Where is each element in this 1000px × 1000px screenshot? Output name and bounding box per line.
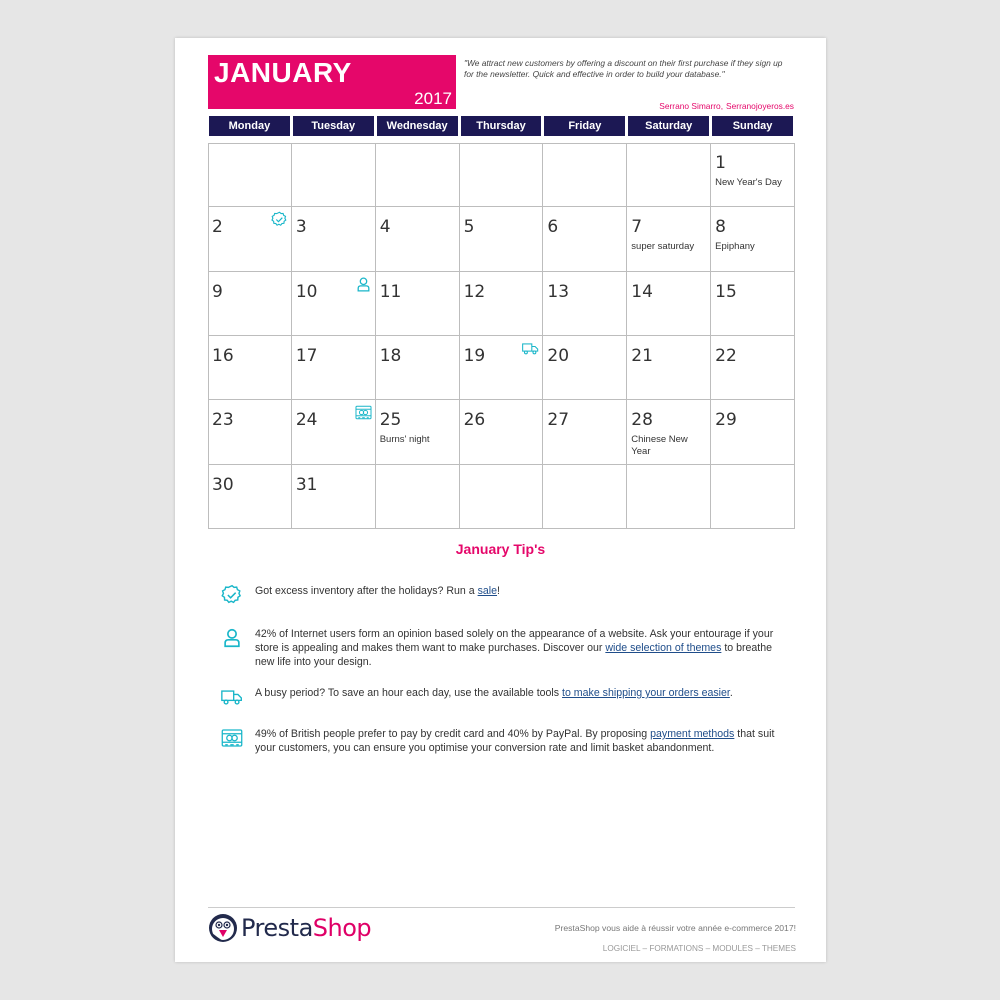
day-event: New Year's Day: [715, 177, 782, 188]
day-number: 19: [463, 346, 486, 366]
tip-text-before: Got excess inventory after the holidays? Run a: [255, 585, 478, 597]
tip-text-after: to breathe new life into your design.: [255, 642, 773, 668]
badge-check-icon: [221, 584, 243, 606]
tip-text: [255, 686, 790, 700]
day-number: 25: [379, 410, 402, 431]
puffin-logo-icon: [208, 913, 238, 943]
day-event: super saturday: [631, 241, 695, 253]
day-number: 12: [463, 281, 486, 302]
day-number: 22: [715, 346, 737, 366]
tip-link[interactable]: payment methods: [650, 728, 735, 740]
day-number: 16: [212, 346, 234, 366]
tip-text-before: 42% of Internet users form an opinion based solely on the appearance of a website. Ask your entourage if your store is appealing and makes them want to make purchases. Discover our: [255, 628, 774, 654]
day-number: 26: [463, 410, 486, 431]
weekday-tuesday: Tuesday: [293, 116, 374, 136]
day-number: 11: [379, 281, 402, 302]
calendar-day-4: [376, 207, 460, 271]
calendar-day-24: [292, 400, 376, 464]
day-number: 13: [547, 281, 570, 302]
testimonial-quote: "We attract new customers by offering a discount on their first purchase if they sign up for the newsletter. Quick and effective in order to build your database.": [464, 58, 783, 79]
footer-links: LOGICIEL – FORMATIONS – MODULES – THEMES: [602, 944, 796, 953]
calendar-day-29: [711, 400, 795, 464]
day-number: 1: [715, 153, 726, 173]
calendar-day-11: [376, 272, 460, 336]
weekday-sunday: Sunday: [712, 116, 793, 136]
tip-text: [255, 584, 790, 598]
calendar-empty-cell: [627, 465, 711, 529]
tip-text-after: that suit your customers, you can ensure you optimise your conversion rate and limit basket abandonment.: [255, 728, 775, 754]
day-number: 14: [631, 281, 653, 302]
day-event: Chinese New Year: [631, 434, 688, 458]
delivery-truck-icon: [522, 340, 539, 357]
calendar-day-28: [627, 400, 711, 464]
day-number: 6: [547, 217, 559, 238]
calendar-day-26: [460, 400, 544, 464]
calendar-day-18: [376, 336, 460, 400]
weekday-header-row: [208, 116, 795, 136]
day-number: 10: [295, 281, 318, 302]
weekday-monday: Monday: [209, 116, 290, 136]
calendar-day-13: [543, 272, 627, 336]
month-banner: [208, 55, 456, 109]
calendar-day-15: [711, 272, 795, 336]
calendar-day-16: [208, 336, 292, 400]
calendar-day-7: [627, 207, 711, 271]
tip-text: [255, 727, 790, 755]
day-number: 9: [212, 281, 223, 302]
day-number: 29: [715, 410, 737, 431]
weekday-saturday: Saturday: [628, 116, 709, 136]
footer-divider: [208, 907, 795, 908]
day-number: 18: [379, 346, 402, 366]
tip-text-before: 49% of British people prefer to pay by credit card and 40% by PayPal. By proposing: [255, 728, 651, 740]
day-number: 20: [547, 346, 570, 366]
badge-check-icon: [271, 211, 288, 228]
tip-link[interactable]: sale: [477, 585, 498, 597]
day-number: 2: [212, 217, 223, 238]
calendar-day-3: [292, 207, 376, 271]
calendar-day-19: [460, 336, 544, 400]
calendar-day-9: [208, 272, 292, 336]
author-site: Serranojoyeros.es: [726, 101, 794, 111]
calendar-empty-cell: [208, 143, 292, 207]
tip-text-after: .: [729, 687, 733, 699]
day-number: 23: [212, 410, 234, 431]
credit-card-icon: [355, 404, 372, 421]
month-year: 2017: [414, 89, 452, 108]
day-number: 8: [715, 217, 726, 238]
day-number: 27: [547, 410, 570, 431]
calendar-day-10: [292, 272, 376, 336]
day-number: 30: [212, 474, 234, 495]
weekday-wednesday: Wednesday: [377, 116, 458, 136]
day-number: 5: [463, 217, 475, 238]
user-icon: [221, 627, 243, 649]
calendar-day-8: [711, 207, 795, 271]
calendar-empty-cell: [711, 465, 795, 529]
author-name: Serrano Simarro,: [659, 101, 724, 111]
day-event: Epiphany: [715, 241, 755, 253]
credit-card-icon: [221, 727, 243, 749]
footer-tagline: PrestaShop vous aide à réussir votre année e-commerce 2017!: [554, 923, 796, 933]
calendar-day-30: [208, 465, 292, 529]
calendar-day-12: [460, 272, 544, 336]
delivery-truck-icon: [221, 686, 243, 708]
weekday-friday: Friday: [544, 116, 625, 136]
day-number: 24: [295, 410, 318, 431]
calendar-day-25: [376, 400, 460, 464]
calendar-day-2: [208, 207, 292, 271]
weekday-thursday: Thursday: [461, 116, 542, 136]
day-number: 28: [631, 410, 653, 431]
day-number: 7: [631, 217, 643, 238]
tip-link[interactable]: wide selection of themes: [605, 642, 722, 654]
calendar-empty-cell: [627, 143, 711, 207]
tip-text: [255, 627, 790, 669]
day-number: 17: [295, 346, 318, 366]
tip-link[interactable]: to make shipping your orders easier: [562, 687, 730, 699]
tips-title: January Tip's: [455, 541, 546, 557]
day-event: Burns' night: [379, 434, 430, 446]
tip-text-after: !: [497, 585, 500, 597]
calendar-empty-cell: [543, 465, 627, 529]
day-number: 15: [715, 281, 737, 302]
day-number: 3: [295, 217, 307, 238]
calendar-day-6: [543, 207, 627, 271]
calendar-page: [175, 38, 826, 962]
day-number: 4: [379, 217, 391, 238]
testimonial-author: [656, 101, 794, 111]
day-number: 31: [295, 474, 318, 495]
calendar-empty-cell: [460, 143, 544, 207]
calendar-day-14: [627, 272, 711, 336]
calendar-empty-cell: [376, 465, 460, 529]
calendar-day-17: [292, 336, 376, 400]
calendar-grid: [208, 143, 795, 529]
calendar-empty-cell: [292, 143, 376, 207]
calendar-day-21: [627, 336, 711, 400]
tip-text-before: A busy period? To save an hour each day, use the available tools: [255, 687, 563, 699]
calendar-day-22: [711, 336, 795, 400]
logo-text-presta: Presta: [241, 914, 313, 942]
calendar-day-27: [543, 400, 627, 464]
calendar-day-31: [292, 465, 376, 529]
calendar-day-1: [711, 143, 795, 207]
logo-text-shop: Shop: [312, 914, 372, 942]
calendar-empty-cell: [376, 143, 460, 207]
day-number: 21: [631, 346, 653, 366]
calendar-day-23: [208, 400, 292, 464]
user-icon: [355, 276, 372, 293]
calendar-empty-cell: [460, 465, 544, 529]
calendar-day-20: [543, 336, 627, 400]
prestashop-logo: [208, 912, 388, 944]
calendar-day-5: [460, 207, 544, 271]
month-name: JANUARY: [214, 57, 352, 88]
calendar-empty-cell: [543, 143, 627, 207]
